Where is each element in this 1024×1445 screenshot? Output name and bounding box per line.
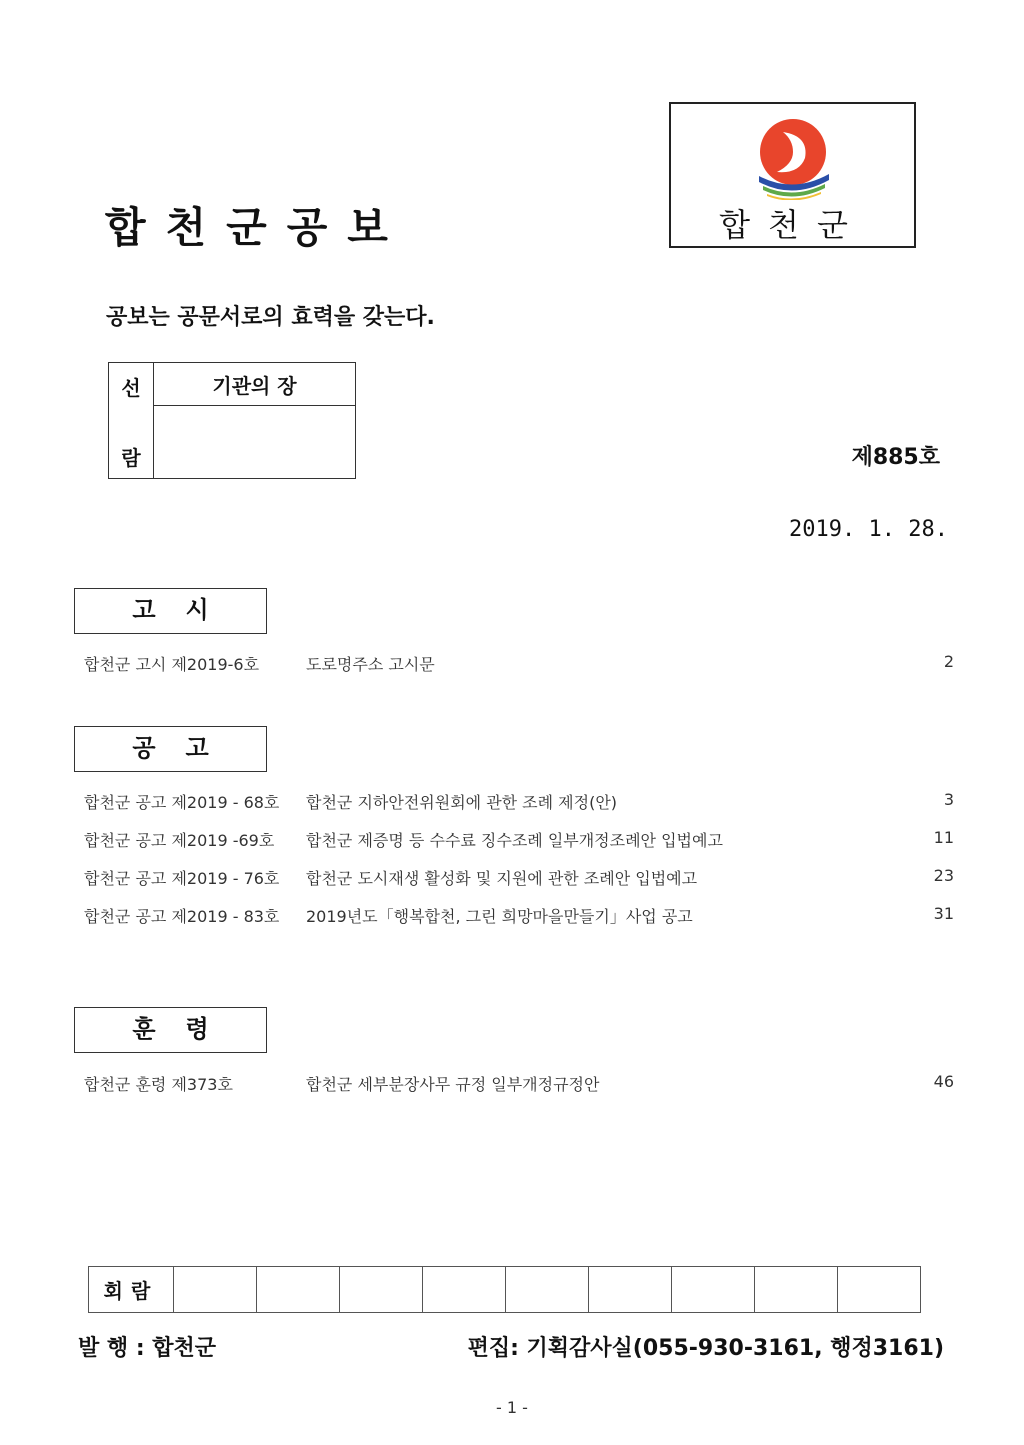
county-emblem-icon — [753, 114, 835, 200]
entry-label: 합천군 공고 제2019 - 76호 — [84, 869, 280, 888]
circulation-cell — [423, 1267, 506, 1313]
review-signature-cell — [154, 406, 356, 479]
toc-entry[interactable] — [84, 652, 954, 678]
toc-entry[interactable] — [84, 866, 954, 892]
entry-page: 46 — [933, 1072, 954, 1091]
circulation-cell — [174, 1267, 257, 1313]
review-head: 기관의 장 — [154, 363, 356, 406]
entry-page: 31 — [933, 904, 954, 923]
toc-entry[interactable] — [84, 790, 954, 816]
entry-label: 합천군 공고 제2019 -69호 — [84, 831, 275, 850]
entry-description: 도로명주소 고시문 — [306, 655, 435, 674]
entry-page: 3 — [943, 790, 954, 809]
circulation-cell — [755, 1267, 838, 1313]
circulation-cell — [838, 1267, 921, 1313]
circulation-label: 회람 — [89, 1267, 174, 1313]
toc-entry[interactable] — [84, 1072, 954, 1098]
entry-description: 합천군 제증명 등 수수료 징수조례 일부개정조례안 입법예고 — [306, 831, 723, 850]
circulation-cell — [340, 1267, 423, 1313]
logo-text: 합천군 — [719, 206, 866, 244]
entry-label: 합천군 공고 제2019 - 68호 — [84, 793, 280, 812]
section-heading-notice: 고시 — [74, 588, 267, 634]
entry-description: 합천군 세부분장사무 규정 일부개정규정안 — [306, 1075, 600, 1094]
entry-label: 합천군 공고 제2019 - 83호 — [84, 907, 280, 926]
entry-page: 2 — [943, 652, 954, 671]
section-heading-directive: 훈령 — [74, 1007, 267, 1053]
page-title: 합천군공보 — [105, 203, 408, 252]
publisher: 발 행 : 합천군 — [78, 1336, 217, 1361]
subtitle: 공보는 공문서로의 효력을 갖는다. — [106, 305, 435, 330]
entry-description: 2019년도「행복합천, 그린 희망마을만들기」사업 공고 — [306, 907, 693, 926]
entry-description: 합천군 지하안전위원회에 관한 조례 제정(안) — [306, 793, 618, 812]
toc-entry[interactable] — [84, 828, 954, 854]
section-heading-announcement: 공고 — [74, 726, 267, 772]
review-side-bottom: 람 — [121, 446, 141, 470]
entry-label: 합천군 고시 제2019-6호 — [84, 655, 260, 674]
page-number: - 1 - — [496, 1398, 528, 1417]
circulation-cell — [506, 1267, 589, 1313]
editor-contact: 편집: 기획감사실(055-930-3161, 행정3161) — [467, 1336, 944, 1361]
issue-number: 제885호 — [851, 445, 940, 470]
circulation-cell — [257, 1267, 340, 1313]
entry-label: 합천군 훈령 제373호 — [84, 1075, 233, 1094]
circulation-cell — [589, 1267, 672, 1313]
review-side-top: 선 — [121, 376, 141, 400]
logo-box — [669, 102, 916, 248]
circulation-cell — [672, 1267, 755, 1313]
entry-page: 23 — [933, 866, 954, 885]
entry-description: 합천군 도시재생 활성화 및 지원에 관한 조례안 입법예고 — [306, 869, 698, 888]
circulation-table — [88, 1266, 921, 1313]
issue-date: 2019. 1. 28. — [789, 517, 948, 542]
entry-page: 11 — [933, 828, 954, 847]
toc-entry[interactable] — [84, 904, 954, 930]
